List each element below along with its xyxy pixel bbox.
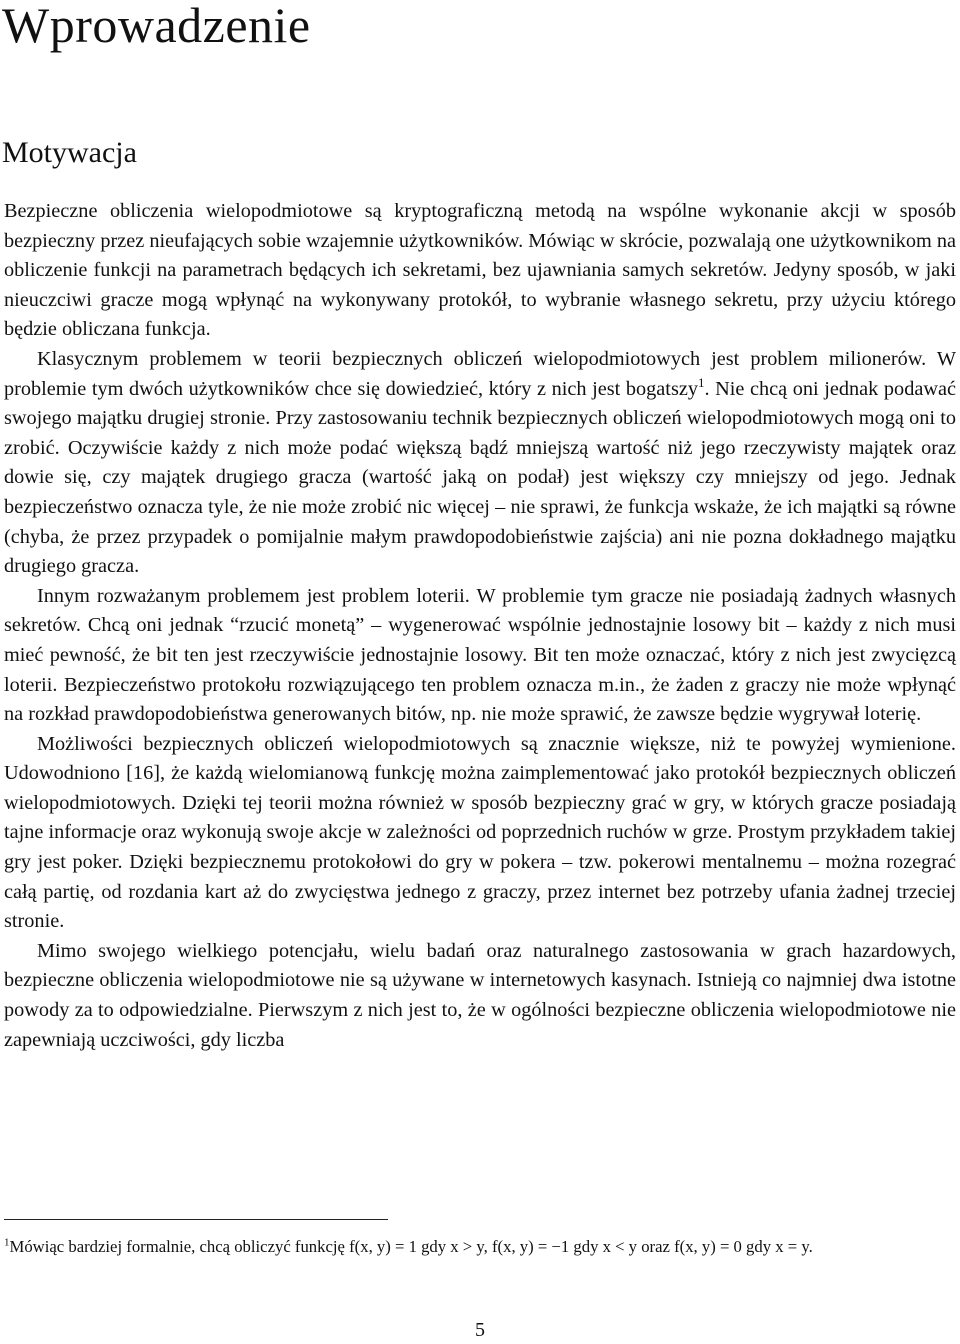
footnote-divider: [4, 1219, 388, 1220]
chapter-title: Wprowadzenie: [2, 0, 311, 53]
footnote-number: 1: [4, 1236, 10, 1249]
footnote-reference[interactable]: 1: [697, 374, 705, 390]
page-number: 5: [475, 1319, 485, 1341]
footnote-text: Mówiąc bardziej formalnie, chcą obliczyć funkcję f(x, y) = 1 gdy x > y, f(x, y) = −1 gdy x < y oraz f(x, y) = 0 gdy x = y.: [9, 1237, 813, 1256]
paragraph-2-before: Klasycznym problemem w teorii bezpiecznych obliczeń wielopodmiotowych jest problem milionerów. W problemie tym dwóch użytkowników chce się dowiedzieć, który z nich jest bogatszy: [4, 347, 956, 400]
body-text: [4, 197, 956, 1055]
footnote: [4, 1234, 956, 1260]
paragraph-1: Bezpieczne obliczenia wielopodmiotowe są kryptograficzną metodą na wspólne wykonanie akcji w sposób bezpieczny przez nieufających sobie wzajemnie użytkowników. Mówiąc w skrócie, pozwalają one użytkownikom na obliczenie funkcji na parametrach będących ich sekretami, bez ujawniania samych sekretów. Jedyny sposób, w jaki nieuczciwi gracze mogą wpłynąć na wykonywany protokół, to wybranie własnego sekretu, przy użyciu którego będzie obliczana funkcja.: [4, 200, 956, 341]
paragraph-4: Możliwości bezpiecznych obliczeń wielopodmiotowych są znacznie większe, niż te powyżej wymienione. Udowodniono [16], że każdą wielomianową funkcję można zaimplementować jako protokół bezpiecznych obliczeń wielopodmiotowych. Dzięki tej teorii można również w sposób bezpieczny grać w gry, w których gracze posiadają tajne informacje oraz wykonują swoje akcje w zależności od poprzednich ruchów w grze. Prostym przykładem takiej gry jest poker. Dzięki bezpiecznemu protokołowi do gry w pokera – tzw. pokerowi mentalnemu – można rozegrać całą partię, od rozdania kart aż do zwycięstwa jednego z graczy, przez internet bez potrzeby ufania żadnej trzeciej stronie.: [4, 732, 956, 933]
paragraph-2: [4, 345, 956, 582]
paragraph-3: Innym rozważanym problemem jest problem loterii. W problemie tym gracze nie posiadają żadnych własnych sekretów. Chcą oni jednak “rzucić monetą” – wygenerować wspólnie jednostajnie losowy bit – każdy z nich musi mieć pewność, że bit ten jest rzeczywiście jednostajnie losowy. Bit ten może oznaczać, który z nich jest zwycięzcą loterii. Bezpieczeństwo protokołu rozwiązującego ten problem oznacza m.in., że żaden z graczy nie może wpłynąć na rozkład prawdopodobieństwa generowanych bitów, np. nie może sprawić, że zawsze będzie wygrywał loterię.: [4, 584, 956, 726]
paragraph-2-after: . Nie chcą oni jednak podawać swojego majątku drugiej stronie. Przy zastosowaniu technik bezpiecznych obliczeń wielopodmiotowych mogą oni to zrobić. Oczywiście każdy z nich może podać większą bądź mniejszą wartość niż jego rzeczywisty majątek oraz dowie się, czy majątek drugiego gracza (wartość jaką on podał) jest większy czy mniejszy od jego. Jednak bezpieczeństwo oznacza tyle, że nie może zrobić nic więcej – nie sprawi, że funkcja wskaże, że ich majątki są równe (chyba, że przez przypadek o pomijalnie małym prawdopodobieństwie zajścia) ani nie pozna dokładnego majątku drugiego gracza.: [4, 377, 956, 578]
section-title: Motywacja: [2, 136, 137, 169]
paragraph-5: Mimo swojego wielkiego potencjału, wielu badań oraz naturalnego zastosowania w grach hazardowych, bezpieczne obliczenia wielopodmiotowe nie są używane w internetowych kasynach. Istnieją co najmniej dwa istotne powody za to odpowiedzialne. Pierwszym z nich jest to, że w ogólności bezpieczne obliczenia wielopodmiotowe nie zapewniają uczciwości, gdy liczba: [4, 939, 956, 1051]
